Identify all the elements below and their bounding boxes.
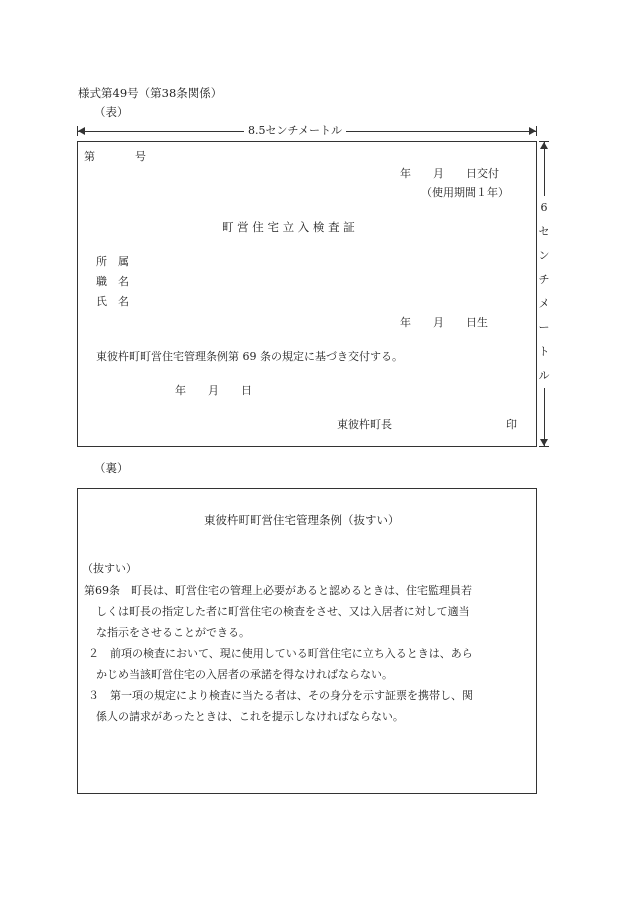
height-label-char: ト — [538, 345, 550, 358]
height-label-char: 6 — [540, 201, 548, 214]
paragraph-line: ２ 前項の検査において、現に使用している町営住宅に立ち入るときは、あら — [88, 647, 473, 660]
form-number: 様式第49号（第38条関係） — [78, 86, 223, 100]
arrow-right-icon — [529, 127, 536, 135]
number-suffix: 号 — [135, 150, 146, 163]
height-label-char: ー — [538, 321, 550, 334]
date-line: 年 月 日 — [175, 384, 252, 397]
arrow-up-icon — [540, 142, 548, 149]
article-69 — [84, 580, 530, 643]
article-line: な指示をさせることができる。 — [96, 626, 250, 639]
excerpt-label: （抜すい） — [82, 562, 137, 575]
back-title: 東彼杵町町営住宅管理条例（抜すい） — [204, 513, 400, 527]
seal-mark: 印 — [506, 418, 517, 431]
paragraph-2 — [84, 643, 530, 685]
validity-period: （使用期間１年） — [421, 186, 509, 199]
height-label — [537, 196, 551, 388]
issue-statement: 東彼杵町町営住宅管理条例第 69 条の規定に基づき交付する。 — [96, 350, 403, 363]
arrow-down-icon — [540, 439, 548, 446]
article-line: 第69条 町長は、町営住宅の管理上必要があると認めるときは、住宅監理員若 — [84, 584, 472, 597]
affiliation-label: 所 属 — [96, 255, 129, 268]
paragraph-3 — [84, 685, 530, 727]
paragraph-line: 係人の請求があったときは、これを提示しなければならない。 — [96, 710, 404, 723]
height-label-char: ン — [538, 249, 550, 262]
height-label-char: チ — [538, 273, 550, 286]
birth-date: 年 月 日生 — [400, 316, 488, 329]
height-tick-bottom — [539, 446, 549, 447]
width-tick-right — [536, 126, 537, 136]
paragraph-line: かじめ当該町営住宅の入居者の承諾を得なければならない。 — [96, 668, 393, 681]
back-label: （裏） — [94, 461, 129, 475]
height-label-char: ル — [538, 369, 550, 382]
height-label-char: メ — [538, 297, 550, 310]
arrow-left-icon — [78, 127, 85, 135]
issue-date: 年 月 日交付 — [400, 167, 499, 180]
height-label-char: セ — [538, 225, 550, 238]
article-line: しくは町長の指定した者に町営住宅の検査をさせ、又は入居者に対して適当 — [96, 605, 470, 618]
number-prefix: 第 — [84, 150, 95, 163]
name-label: 氏 名 — [96, 295, 129, 308]
paragraph-line: ３ 第一項の規定により検査に当たる者は、その身分を示す証票を携帯し、関 — [88, 689, 473, 702]
width-label: 8.5センチメートル — [244, 125, 346, 136]
issuer: 東彼杵町長 — [337, 418, 392, 431]
front-title: 町 営 住 宅 立 入 検 査 証 — [222, 220, 355, 234]
front-label: （表） — [94, 105, 129, 119]
position-label: 職 名 — [96, 275, 129, 288]
